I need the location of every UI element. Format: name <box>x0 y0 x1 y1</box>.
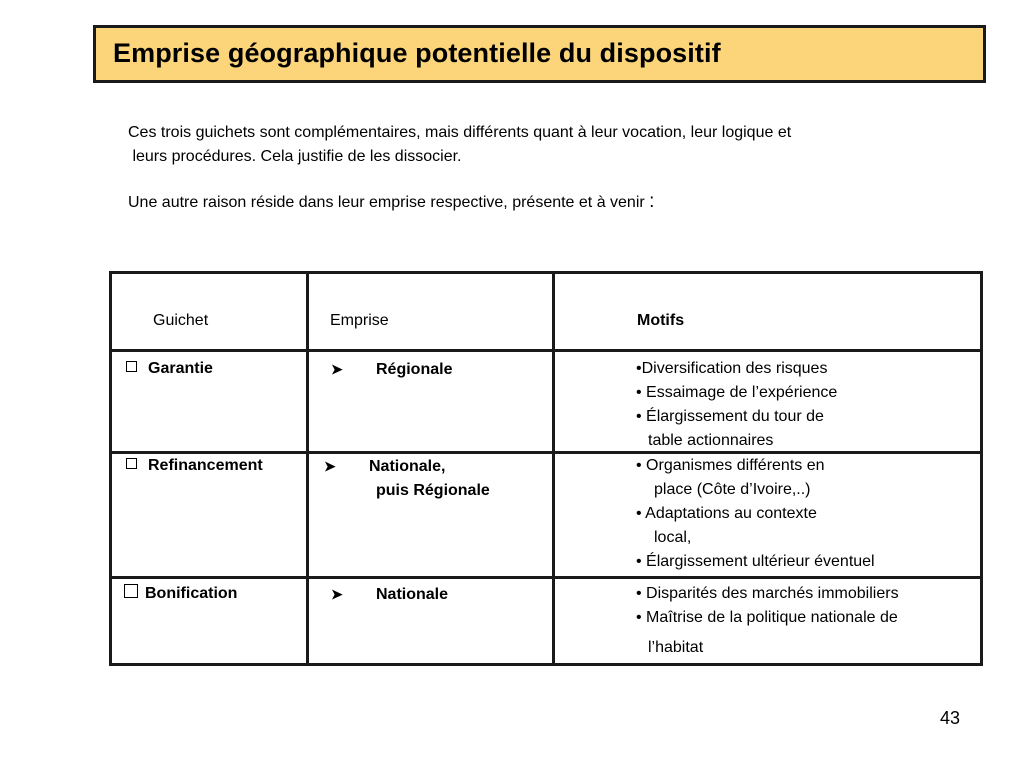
table-divider-col1 <box>306 271 309 666</box>
motif-line: • Maîtrise de la politique nationale de <box>636 609 898 626</box>
table-border-top <box>109 271 983 274</box>
table-row-garantie-emprise <box>331 357 452 382</box>
emprise-label: Régionale <box>376 361 453 378</box>
intro-line-1: Ces trois guichets sont complémentaires, mais différents quant à leur vocation, leur logique et <box>128 124 792 141</box>
emprise-label: Nationale <box>376 586 449 603</box>
motif-line: • Disparités des marchés immobiliers <box>636 585 899 602</box>
arrow-bullet-icon: ➤ <box>324 458 336 474</box>
intro-line-3 <box>128 190 791 215</box>
intro-line-2-text: leurs procédures. Cela justifie de les dissocier. <box>132 148 462 165</box>
guichet-table <box>109 271 983 666</box>
table-row-garantie-guichet <box>126 357 213 381</box>
table-border-left <box>109 271 112 666</box>
table-row-refinancement-emprise <box>324 454 490 503</box>
table-row-bonification-emprise <box>331 582 448 607</box>
arrow-bullet-icon: ➤ <box>331 586 343 602</box>
table-divider-header <box>109 349 983 352</box>
emprise-label: Nationale, <box>369 458 446 475</box>
guichet-label: Refinancement <box>148 457 263 474</box>
motif-line: local, <box>654 529 692 546</box>
motif-line: • Essaimage de l’expérience <box>636 384 838 401</box>
table-divider-row2 <box>109 576 983 579</box>
header-emprise: Emprise <box>330 312 389 329</box>
emprise-label: puis Régionale <box>376 482 490 499</box>
slide-title: Emprise géographique potentielle du dispositif <box>113 38 721 68</box>
intro-line-2 <box>128 145 791 169</box>
header-guichet: Guichet <box>153 312 209 329</box>
table-row-bonification-guichet <box>124 582 237 606</box>
table-row-garantie-motifs <box>636 357 837 453</box>
header-motifs: Motifs <box>637 312 685 329</box>
table-row-bonification-motifs <box>636 582 899 660</box>
motif-line: place (Côte d’Ivoire,..) <box>654 481 811 498</box>
intro-line-3-text: Une autre raison réside dans leur emprise respective, présente et à venir <box>128 194 645 211</box>
table-row-refinancement-motifs <box>636 454 875 574</box>
motif-line: • Élargissement ultérieur éventuel <box>636 553 875 570</box>
motif-line: •Diversification des risques <box>636 360 828 377</box>
intro-colon: : <box>649 191 655 212</box>
table-row-refinancement-guichet <box>126 454 263 478</box>
guichet-label: Bonification <box>145 585 238 602</box>
checkbox-bullet-icon <box>126 458 137 469</box>
motif-line: • Organismes différents en <box>636 457 825 474</box>
motif-line: table actionnaires <box>648 432 774 449</box>
checkbox-bullet-icon <box>126 361 137 372</box>
checkbox-bullet-icon <box>124 584 138 598</box>
title-box <box>93 25 986 83</box>
motif-line: l’habitat <box>648 639 704 656</box>
intro-text <box>128 121 791 215</box>
table-border-bottom <box>109 663 983 666</box>
arrow-bullet-icon: ➤ <box>331 361 343 377</box>
motif-line: • Élargissement du tour de <box>636 408 824 425</box>
table-divider-col2 <box>552 271 555 666</box>
table-border-right <box>980 271 983 666</box>
guichet-label: Garantie <box>148 360 213 377</box>
page-number: 43 <box>940 708 961 728</box>
motif-line: • Adaptations au contexte <box>636 505 817 522</box>
